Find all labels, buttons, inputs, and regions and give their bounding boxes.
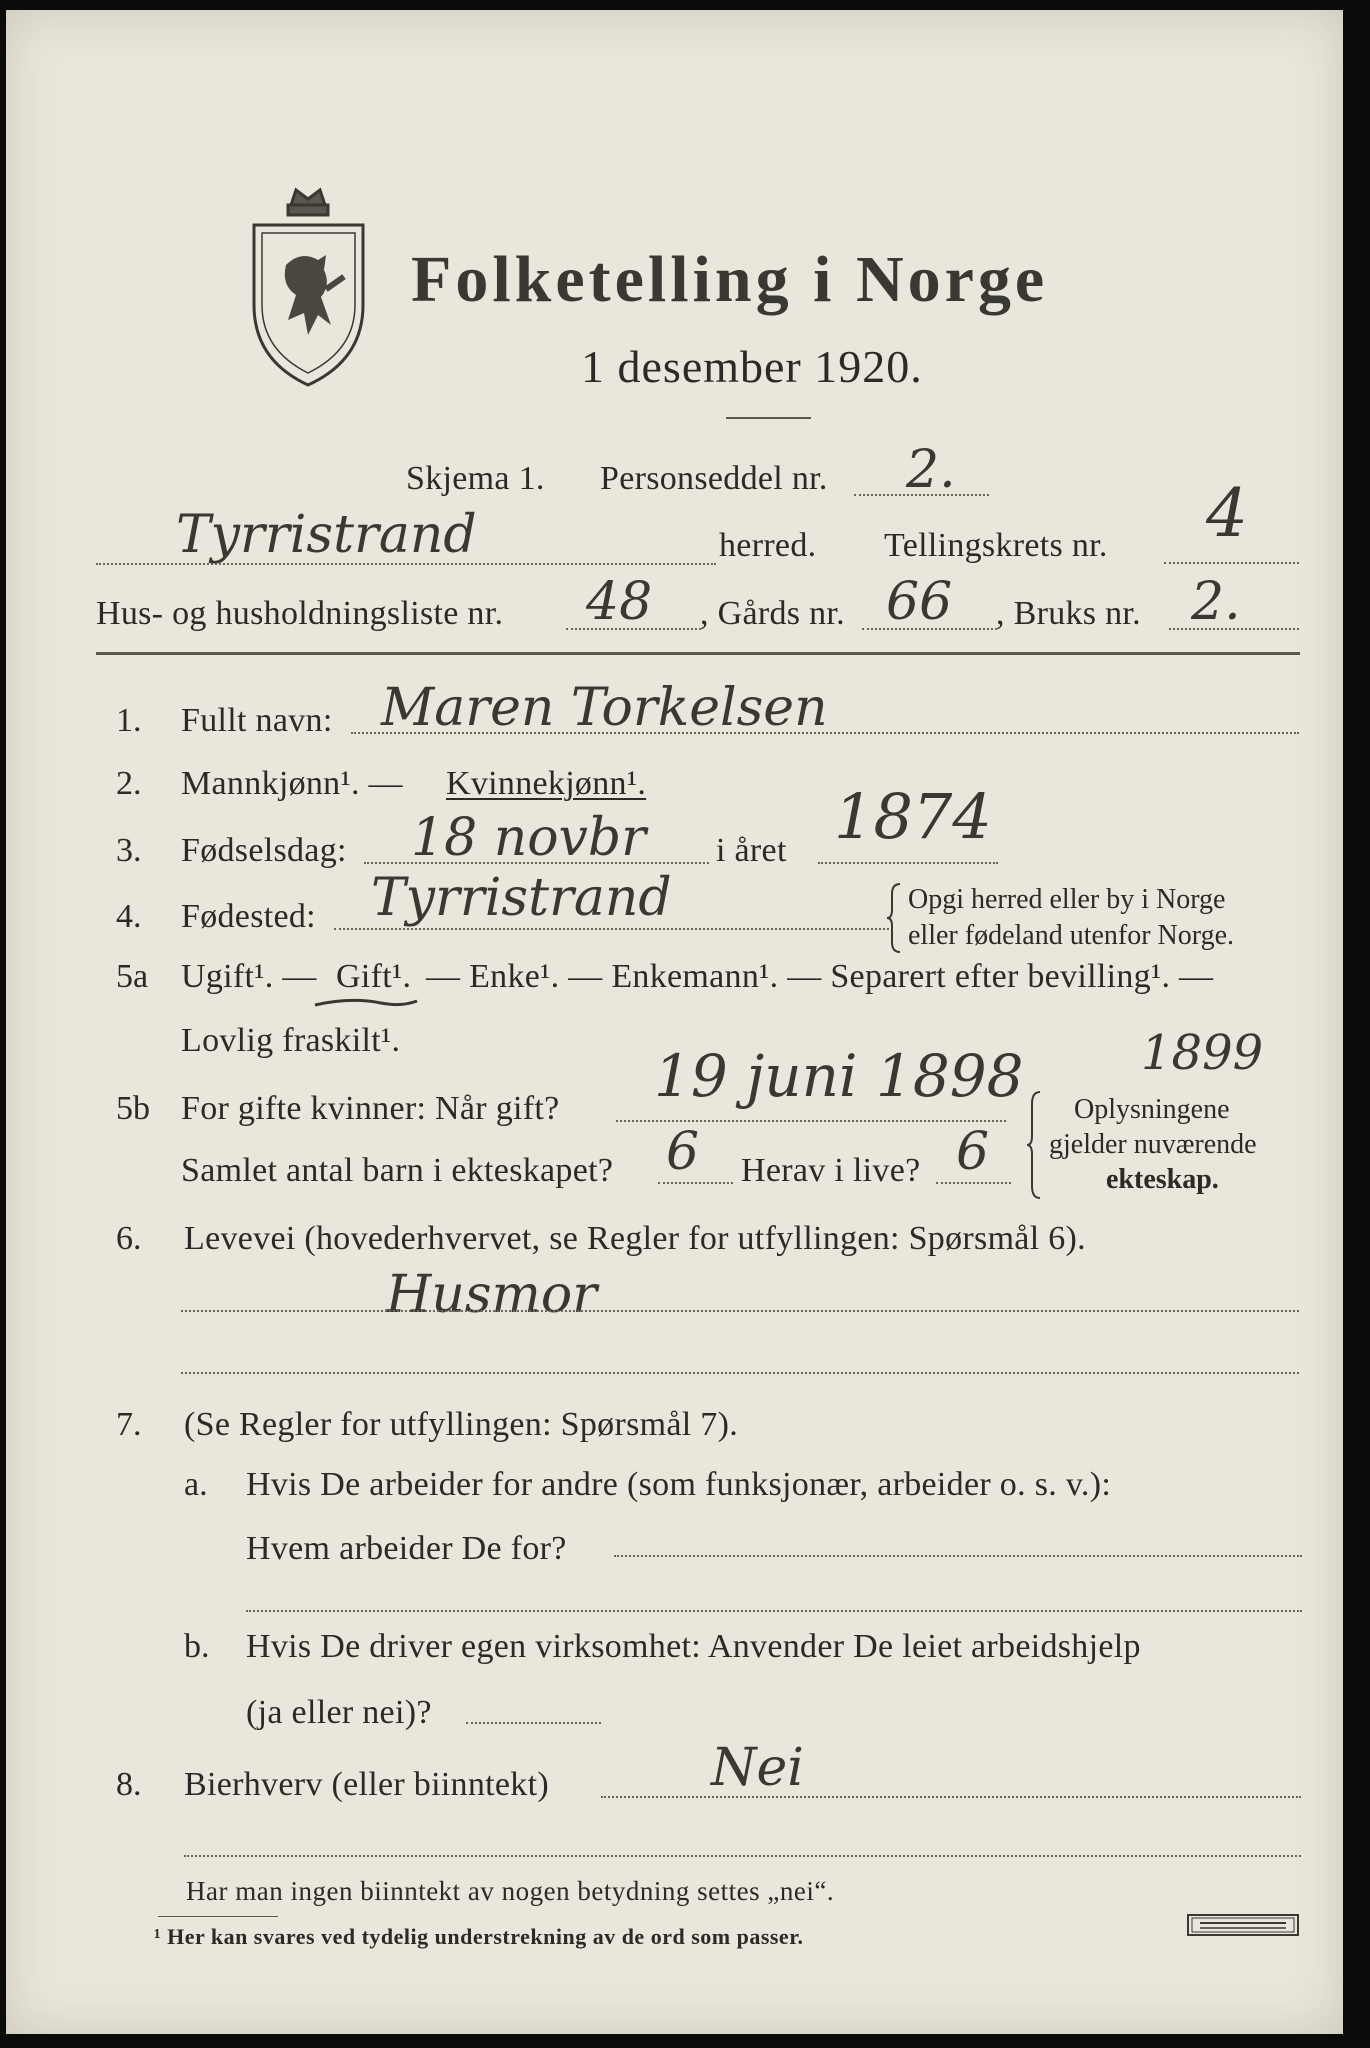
q7-number: 7. <box>116 1406 142 1443</box>
schema-label: Skjema 1. <box>406 460 545 497</box>
q5a-other-options[interactable]: — Enke¹. — Enkemann¹. — Separert efter bevilling¹. — <box>426 958 1214 995</box>
tellingskrets-label: Tellingskrets nr. <box>884 527 1108 564</box>
q5b-note-line3: ekteskap. <box>1106 1164 1219 1195</box>
q4-label: Fødested: <box>181 898 316 935</box>
q6-occupation-value[interactable]: Husmor <box>386 1265 597 1325</box>
q1-label: Fullt navn: <box>181 702 333 739</box>
header-divider <box>96 652 1300 655</box>
q5a-number: 5a <box>116 958 149 995</box>
q5b-live-value[interactable]: 6 <box>956 1122 990 1182</box>
q7a-label: Hvis De arbeider for andre (som funksjonær, arbeider o. s. v.): <box>246 1466 1112 1503</box>
q2-number: 2. <box>116 765 142 802</box>
form-title: Folketelling i Norge <box>411 243 1049 316</box>
bruks-label: , Bruks nr. <box>996 595 1141 632</box>
herred-label: herred. <box>719 527 817 564</box>
q3-birthday-value[interactable]: 18 novbr <box>411 808 647 868</box>
gards-value[interactable]: 66 <box>886 572 953 632</box>
q7b-letter: b. <box>184 1628 210 1665</box>
q5b-extra-year: 1899 <box>1141 1025 1264 1081</box>
q5a-gift-option[interactable]: Gift¹. <box>336 958 412 995</box>
footnote-divider <box>158 1916 278 1917</box>
q1-full-name-value[interactable]: Maren Torkelsen <box>381 678 828 738</box>
q5a-fraskilt-option[interactable]: Lovlig fraskilt¹. <box>181 1022 401 1059</box>
footnote: ¹ Her kan svares ved tydelig understrekning av de ord som passer. <box>154 1924 804 1949</box>
gift-underline-mark <box>311 995 421 1013</box>
q7b-answer-line[interactable] <box>466 1722 601 1724</box>
gards-label: , Gårds nr. <box>700 595 845 632</box>
hus-value[interactable]: 48 <box>586 572 653 632</box>
q1-number: 1. <box>116 702 142 739</box>
q6-label: Levevei (hovederhvervet, se Regler for utfyllingen: Spørsmål 6). <box>184 1220 1086 1257</box>
q4-note-line2: eller fødeland utenfor Norge. <box>908 920 1235 951</box>
q3-label: Fødselsdag: <box>181 832 347 869</box>
q4-number: 4. <box>116 898 142 935</box>
q5b-note-line2: gjelder nuværende <box>1049 1129 1257 1160</box>
q8-value[interactable]: Nei <box>711 1738 804 1798</box>
form-date: 1 desember 1920. <box>581 341 923 392</box>
q7a-letter: a. <box>184 1466 208 1503</box>
q5b-barn-label: Samlet antal barn i ekteskapet? <box>181 1152 614 1189</box>
q5b-barn-value[interactable]: 6 <box>666 1122 700 1182</box>
q7a-answer-line[interactable] <box>614 1555 1302 1557</box>
q6-number: 6. <box>116 1220 142 1257</box>
q7b-question: (ja eller nei)? <box>246 1694 432 1731</box>
census-form <box>6 10 1343 2034</box>
q5b-number: 5b <box>116 1090 150 1127</box>
q4-birthplace-value[interactable]: Tyrristrand <box>371 868 672 928</box>
coat-of-arms-icon <box>246 185 371 390</box>
q5b-live-label: Herav i live? <box>741 1152 921 1189</box>
tellingskrets-value[interactable]: 4 <box>1206 475 1248 552</box>
herred-value[interactable]: Tyrristrand <box>176 505 477 565</box>
q2-kvinne-option[interactable]: Kvinnekjønn¹. <box>446 765 647 802</box>
q2-mann-option[interactable]: Mannkjønn¹. — <box>181 765 403 802</box>
q5b-married-date-value[interactable]: 19 juni 1898 <box>654 1042 1024 1110</box>
personseddel-value[interactable]: 2. <box>906 440 956 500</box>
q8-label: Bierhverv (eller biinntekt) <box>184 1766 549 1803</box>
bruks-value[interactable]: 2. <box>1191 572 1241 632</box>
hus-label: Hus- og husholdningsliste nr. <box>96 595 504 632</box>
brace-icon <box>886 882 904 954</box>
q3-number: 3. <box>116 832 142 869</box>
q5b-label: For gifte kvinner: Når gift? <box>181 1090 560 1127</box>
printer-stamp-icon <box>1186 1912 1301 1938</box>
title-divider <box>726 417 811 419</box>
q3-year-label: i året <box>716 832 787 869</box>
q7b-label: Hvis De driver egen virksomhet: Anvender De leiet arbeidshjelp <box>246 1628 1141 1665</box>
q7-label: (Se Regler for utfyllingen: Spørsmål 7). <box>184 1406 739 1443</box>
q3-year-value[interactable]: 1874 <box>834 780 992 853</box>
q4-note-line1: Opgi herred eller by i Norge <box>908 884 1226 915</box>
brace-icon <box>1026 1090 1044 1200</box>
q7a-question: Hvem arbeider De for? <box>246 1530 567 1567</box>
biinntekt-note: Har man ingen biinntekt av nogen betydning settes „nei“. <box>186 1876 835 1906</box>
personseddel-label: Personseddel nr. <box>600 460 828 497</box>
q5a-ugift-option[interactable]: Ugift¹. — <box>181 958 317 995</box>
q5b-note-line1: Oplysningene <box>1074 1094 1230 1125</box>
q8-number: 8. <box>116 1766 142 1803</box>
